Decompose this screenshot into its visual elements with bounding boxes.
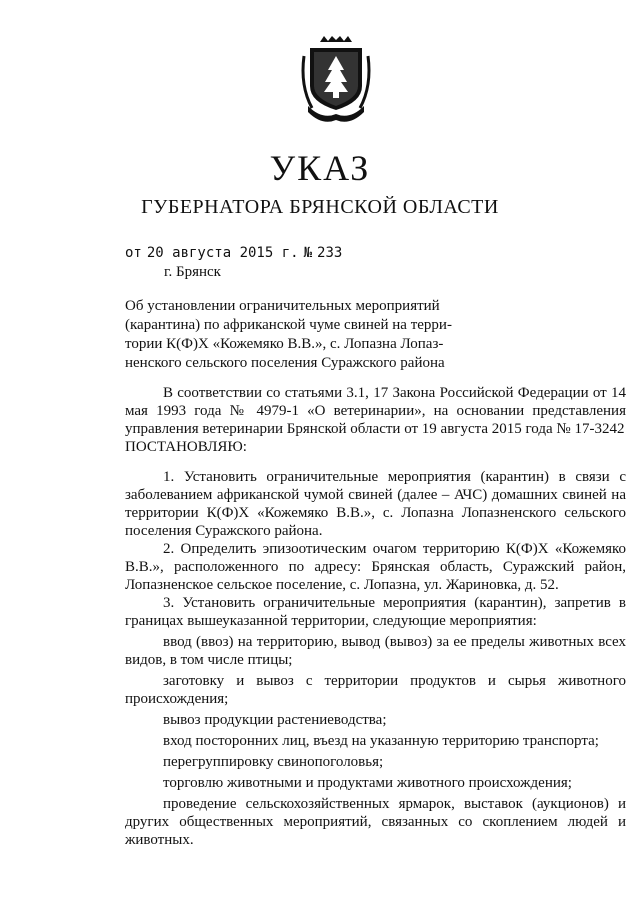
document-subtitle: ГУБЕРНАТОРА БРЯНСКОЙ ОБЛАСТИ <box>141 196 499 218</box>
prohibition-item: вход посторонних лиц, въезд на указанную территорию транспорта; <box>163 733 599 749</box>
prohibition-item: проведение сельскохозяйственных ярмарок, выставок (аукционов) и других общественных мероприятий, связанных со скоплением людей и животных. <box>125 796 626 848</box>
subject-line: (карантина) по африканской чуме свиней на терри- <box>125 317 452 333</box>
document-number: 233 <box>317 245 343 261</box>
decree-item: 1. Установить ограничительные мероприятия (карантин) в связи с заболеванием африканской чумой свиней (далее – АЧС) домашних свиней на территории К(Ф)Х «Кожемяко В.В.», с. Лопазна Лопазненского сельского поселения Суражского района. <box>125 469 626 539</box>
decree-heading: ПОСТАНОВЛЯЮ: <box>125 439 247 455</box>
document-subject <box>125 297 455 373</box>
subject-line: тории К(Ф)Х «Кожемяко В.В.», с. Лопазна Лопаз- <box>125 336 444 352</box>
prohibition-item: вывоз продукции растениеводства; <box>163 712 387 728</box>
preamble-paragraph: В соответствии со статьями 3.1, 17 Закона Российской Федерации от 14 мая 1993 года № 4979-1 «О ветеринарии», на основании представления управления ветеринарии Брянской области от 19 августа 2015 года № 17-3242 <box>125 385 626 437</box>
subject-line: Об установлении ограничительных мероприятий <box>125 298 440 314</box>
decree-item: 3. Установить ограничительные мероприятия (карантин), запретив в границах вышеуказанной территории, следующие мероприятия: <box>125 595 626 629</box>
document-body <box>125 384 626 849</box>
subject-line: ненского сельского поселения Суражского района <box>125 355 445 371</box>
document-date: 20 августа 2015 г. <box>146 245 299 261</box>
prohibition-item: заготовку и вывоз с территории продуктов и сырья животного происхождения; <box>125 673 626 707</box>
prohibition-item: торговлю животными и продуктами животного происхождения; <box>163 775 572 791</box>
coat-of-arms-icon <box>298 36 374 124</box>
date-prefix: от <box>125 245 142 261</box>
document-title: УКАЗ <box>269 148 371 188</box>
document-city: г. Брянск <box>164 264 221 280</box>
number-sign: № <box>303 245 313 261</box>
prohibition-item: перегруппировку свинопоголовья; <box>163 754 384 770</box>
prohibition-item: ввод (ввоз) на территорию, вывод (вывоз) за ее пределы животных всех видов, в том числе птицы; <box>125 634 626 668</box>
date-number-line <box>125 244 347 262</box>
decree-item: 2. Определить эпизоотическим очагом территорию К(Ф)Х «Кожемяко В.В.», расположенного по адресу: Брянская область, Суражский район, Лопазненское сельское поселение, с. Лопазна, ул. Жариновка, д. 52. <box>125 541 626 593</box>
